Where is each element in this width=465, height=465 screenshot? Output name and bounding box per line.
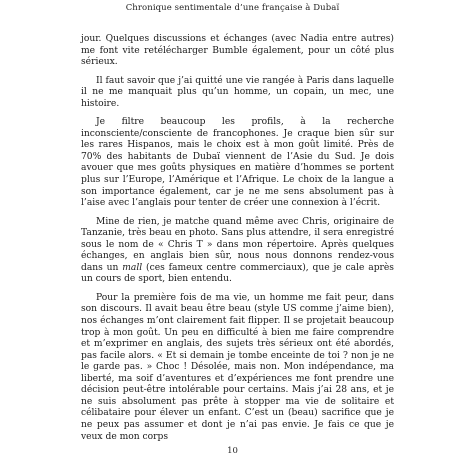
page-number: 10 xyxy=(227,446,238,456)
paragraph-4-text-after: (ces fameux centre commerciaux), que je cale après un cours de sport, bien entendu. xyxy=(81,262,394,285)
running-header: Chronique sentimentale d’une française à Dubaï xyxy=(125,3,340,13)
paragraph-1: jour. Quelques discussions et échanges (avec Nadia entre autres) me font vite retélécharger Bumble également, pour un côté plus sérieux. xyxy=(81,34,394,68)
paragraph-3: Je filtre beaucoup les profils, à la recherche inconsciente/consciente de francophones. Je craque bien sûr sur les rares Hispanos, mais le choix est à mon goût limité. Près de 70% des habitants de Dubaï viennent de l’Asie du Sud. Je dois avouer que mes goûts physiques en matière d’hommes se portent plus sur l’Europe, l’Amérique et l’Afrique. Le choix de la langue a son importance également, car je ne me sens absolument pas à l’aise avec l’anglais pour tenter de créer une connexion à l’écrit. xyxy=(81,117,394,209)
paragraph-5: Pour la première fois de ma vie, un homme me fait peur, dans son discours. Il avait beau être beau (style US comme j’aime bien), nos échanges m’ont clairement fait flipper. Il se projetait beaucoup trop à mon goût. Un peu en difficulté à bien me faire comprendre et m’exprimer en anglais, des sujets très sérieux ont été abordés, pas facile alors. « Et si demain je tombe enceinte de toi ? non je ne le garde pas. » Choc ! Désolée, mais non. Mon indépendance, ma liberté, ma soif d’aventures et d’expériences me font prendre une décision peut-être intolérable pour certains. Mais j’ai 28 ans, et je ne suis absolument pas prête à stopper ma vie de solitaire et célibataire pour élever un enfant. C’est un (beau) sacrifice que je ne peux pas assumer et dont je n’ai pas envie. Je fais ce que je veux de mon corps xyxy=(81,292,394,442)
body-text xyxy=(81,34,394,443)
paragraph-4-italic-word: mall xyxy=(122,262,143,273)
paragraph-4-text-before: Mine de rien, je matche quand même avec Chris, originaire de Tanzanie, très beau en photo. Sans plus attendre, il sera enregistré sous le nom de « Chris T » dans mon répertoire. Après quelques échanges, en anglais bien sûr, nous nous donnons rendez-vous dans un xyxy=(81,216,394,273)
paragraph-2: Il faut savoir que j’ai quitté une vie rangée à Paris dans laquelle il ne me manquait plus qu’un homme, un copain, un mec, une histoire. xyxy=(81,75,394,109)
paragraph-4 xyxy=(81,217,394,286)
